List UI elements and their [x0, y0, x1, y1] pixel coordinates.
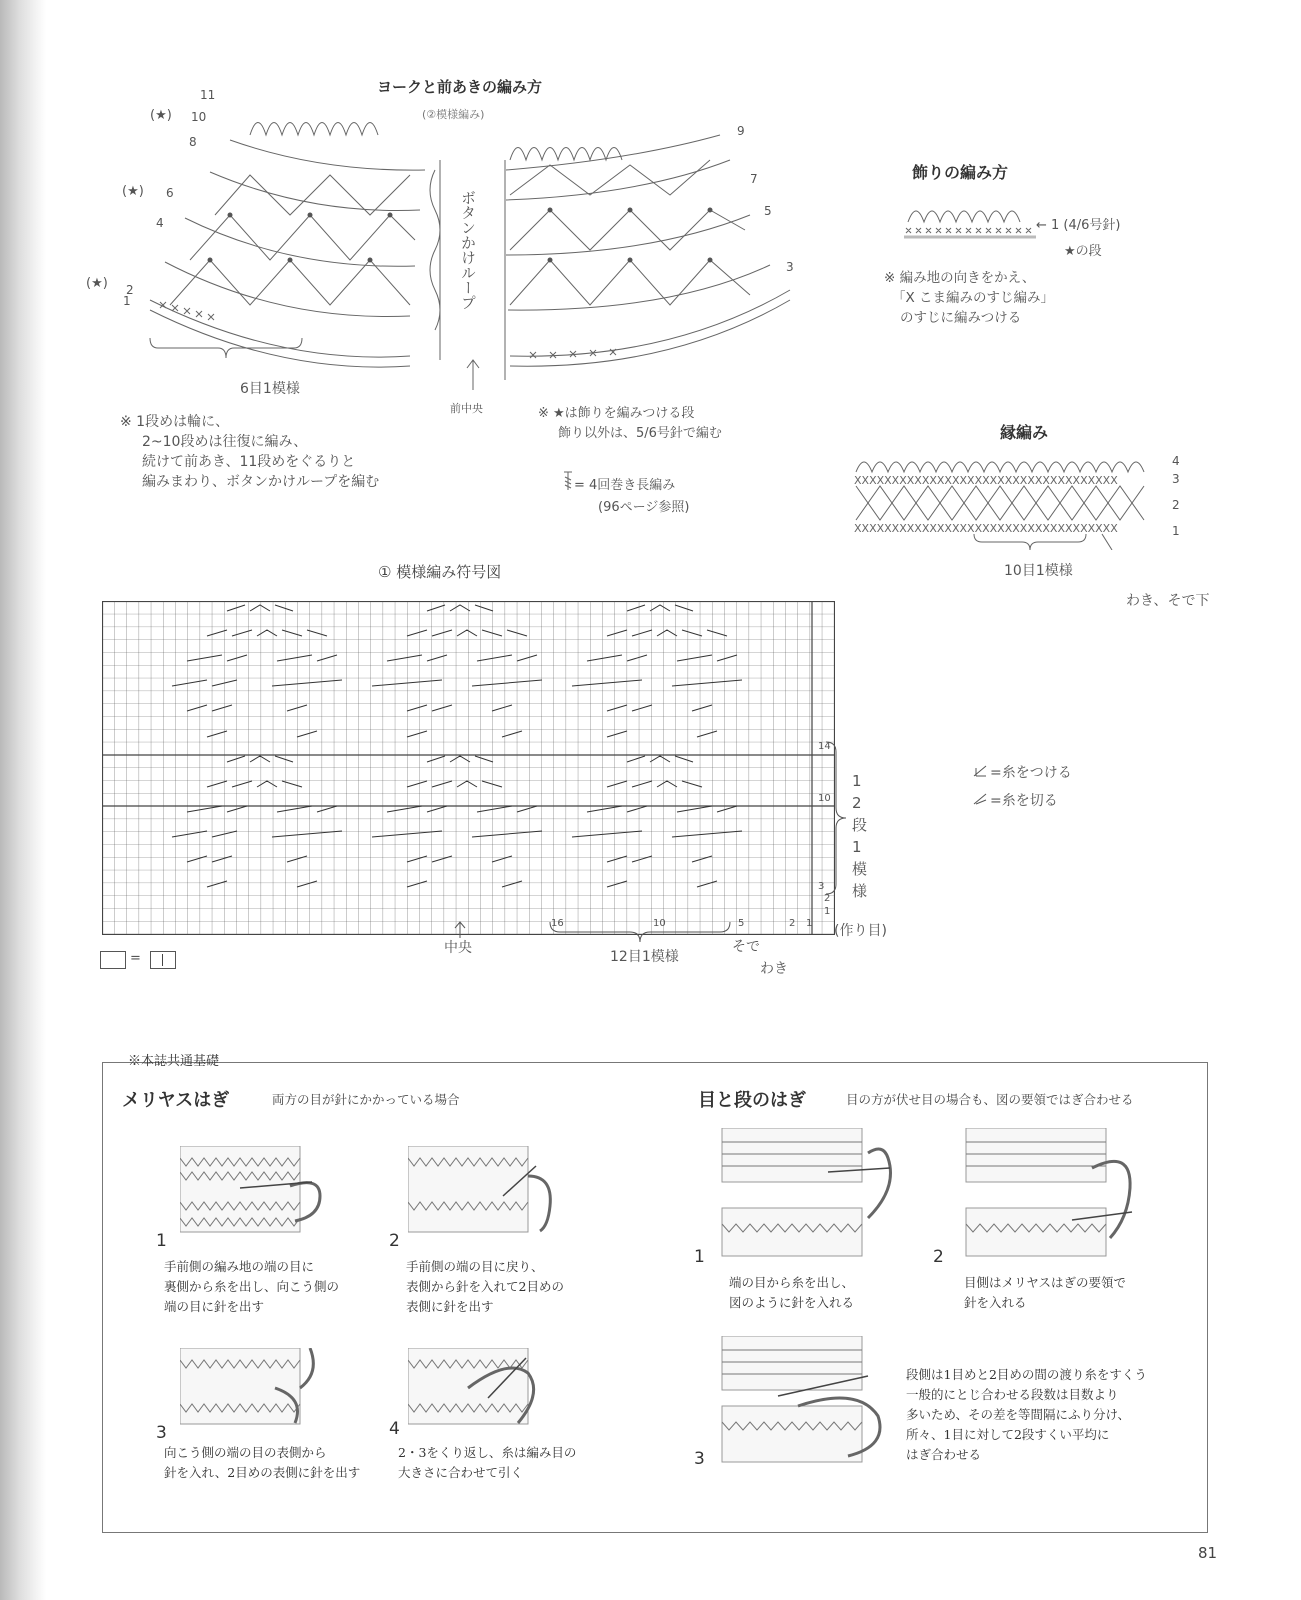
quadruple-treble-icon: [562, 470, 574, 492]
stitch-row-subtitle: 目の方が伏せ目の場合も、図の要領ではぎ合わせる: [846, 1092, 1134, 1107]
stitch-row-title: 目と段のはぎ: [698, 1090, 806, 1111]
page-number: 81: [1198, 1544, 1218, 1562]
yoke-row-label: 8: [189, 135, 197, 149]
chart-sleeve-label: そで: [732, 939, 760, 955]
note-line: のすじに編みつける: [900, 310, 1022, 326]
svg-text:XXXXXXXXXXXXXXXXXXXXXXXXXXXXXX: XXXXXXXXXXXXXXXXXXXXXXXXXXXXXXXXXXX: [854, 474, 1118, 487]
star-mark: (★): [150, 108, 172, 123]
kitchener-step2-illustration: [408, 1146, 558, 1236]
chart-bottom-marks: [450, 916, 870, 946]
yoke-notes-left: [120, 412, 379, 492]
yoke-title: ヨークと前あきの編み方: [377, 78, 543, 96]
decoration-notes: [884, 268, 1054, 328]
yoke-row-label: 9: [737, 124, 745, 138]
edging-diagram: [850, 450, 1170, 550]
symbol-ref: (96ページ参照): [598, 500, 690, 515]
legend-knit-cell: [150, 951, 176, 969]
step-number: 2: [389, 1231, 400, 1251]
edging-row-label: 1: [1172, 524, 1180, 538]
chart-row-number: 10: [818, 793, 831, 804]
step-number: 3: [694, 1449, 705, 1469]
chart-center-label: 中央: [444, 940, 472, 956]
step-number: 1: [694, 1247, 705, 1267]
star-mark: (★): [86, 276, 108, 291]
yoke-row-label: 7: [750, 172, 758, 186]
legend-equals: =: [130, 951, 141, 966]
chart-side-label: わき: [760, 961, 788, 977]
step-caption: 端の目から糸を出し、 図のように針を入れる: [729, 1275, 855, 1310]
knit-stitch-icon: [162, 954, 163, 966]
edging-row-label: 2: [1172, 498, 1180, 512]
kitchener-step4-illustration: [408, 1348, 558, 1428]
chart-col-number: 10: [653, 918, 666, 929]
edging-row-label: 3: [1172, 472, 1180, 486]
step-caption: 2・3をくり返し、糸は編み目の 大きさに合わせて引く: [398, 1445, 577, 1480]
star-mark: (★): [122, 184, 144, 199]
step-number: 4: [389, 1419, 400, 1439]
chart-row-number: 1: [824, 906, 831, 917]
decoration-diagram: [904, 200, 1044, 242]
chart-title: ① 模様編み符号図: [378, 563, 502, 581]
note-line: 「X こま編みのすじ編み」: [892, 290, 1055, 306]
kitchener-subtitle: 両方の目が針にかかっている場合: [272, 1092, 460, 1107]
yoke-row-label: 3: [786, 260, 794, 274]
button-loop-label: ボタンかけループ: [459, 190, 477, 310]
stitch-row-step3-illustration: [718, 1336, 888, 1466]
note-line: ※ ★は飾りを編みつける段: [538, 406, 695, 421]
chart-repeat-horizontal: 12目1模様: [610, 949, 679, 965]
stitch-row-step2-illustration: [962, 1128, 1162, 1258]
chart-col-number: 2: [789, 918, 796, 929]
chart-repeat-vertical: 12段1模様: [852, 772, 868, 900]
note-line: 2~10段めは往復に編み、: [142, 434, 308, 450]
step-caption: 段側は1目めと2目めの間の渡り糸をすくう 一般的にとじ合わせる段数は目数より 多いため、その差を等間隔にふり分け、 所々、1目に対して2段すくい平均に はぎ合わせる: [906, 1367, 1147, 1462]
chart-col-number: 1: [806, 918, 813, 929]
yoke-repeat-label: 6目1模様: [240, 381, 300, 397]
decoration-row-label: ← 1 (4/6号針): [1036, 218, 1121, 233]
chart-col-number: 16: [551, 918, 564, 929]
edging-side-label: わき、そで下: [1126, 593, 1210, 609]
yoke-notes-right: [538, 404, 722, 444]
note-line: 続けて前あき、11段めをぐるりと: [142, 454, 356, 470]
edging-repeat-label: 10目1模様: [1004, 563, 1073, 579]
note-line: ※ 編み地の向きをかえ、: [884, 270, 1036, 286]
book-spine-shadow: [0, 0, 46, 1600]
yoke-row-label: 5: [764, 204, 772, 218]
step-caption: 手前側の端の目に戻り、 表側から針を入れて2目めの 表側に針を出す: [406, 1259, 564, 1314]
yoke-row-label: 10: [191, 110, 207, 124]
legend-attach: =糸をつける: [990, 765, 1072, 781]
step-number: 2: [933, 1247, 944, 1267]
basics-header: ※本誌共通基礎: [128, 1054, 220, 1069]
yoke-row-label: 1: [123, 294, 131, 308]
step-number: 1: [156, 1231, 167, 1251]
step-number: 3: [156, 1423, 167, 1443]
decoration-title: 飾りの編み方: [912, 163, 1009, 182]
legend-cut: =糸を切る: [990, 793, 1058, 809]
attach-yarn-icon: [972, 764, 990, 778]
yoke-row-label: 4: [156, 216, 164, 230]
center-front-label: 前中央: [450, 402, 483, 415]
yoke-row-label: 6: [166, 186, 174, 200]
yoke-subtitle: (②模様編み): [422, 108, 485, 121]
chart-row-number: 14: [818, 741, 831, 752]
svg-text:XXXXXXXXXXXXXXXXXXXXXXXXXXXXXX: XXXXXXXXXXXXXXXXXXXXXXXXXXXXXXXXXXX: [854, 522, 1118, 535]
note-line: 編みまわり、ボタンかけループを編む: [142, 474, 380, 490]
yoke-row-label: 11: [200, 88, 216, 102]
decoration-star-row: ★の段: [1064, 244, 1102, 259]
note-line: 飾り以外は、5/6号針で編む: [558, 426, 722, 441]
yoke-row-label: 2: [126, 283, 134, 297]
step-caption: 向こう側の端の目の表側から 針を入れ、2目めの表側に針を出す: [164, 1445, 361, 1480]
stitch-row-step1-illustration: [718, 1128, 918, 1258]
cut-yarn-icon: [972, 792, 990, 806]
symbol-note: = 4回巻き長編み: [574, 478, 676, 493]
step-caption: 目側はメリヤスはぎの要領で 針を入れる: [964, 1275, 1127, 1310]
legend-blank-cell: [100, 951, 126, 969]
kitchener-title: メリヤスはぎ: [122, 1090, 230, 1111]
chart-col-number: 5: [738, 918, 745, 929]
step-caption: 手前側の編み地の端の目に 裏側から糸を出し、向こう側の 端の目に針を出す: [164, 1259, 340, 1314]
edging-title: 縁編み: [1000, 423, 1049, 442]
kitchener-step1-illustration: [180, 1146, 330, 1236]
chart-cast-on-label: (作り目): [834, 923, 887, 939]
note-line: ※ 1段めは輪に、: [120, 414, 230, 430]
edging-row-label: 4: [1172, 454, 1180, 468]
chart-row-number: 3: [818, 881, 825, 892]
kitchener-step3-illustration: [180, 1348, 330, 1428]
chart-row-number: 2: [824, 893, 831, 904]
stitch-chart-grid: [102, 601, 835, 935]
